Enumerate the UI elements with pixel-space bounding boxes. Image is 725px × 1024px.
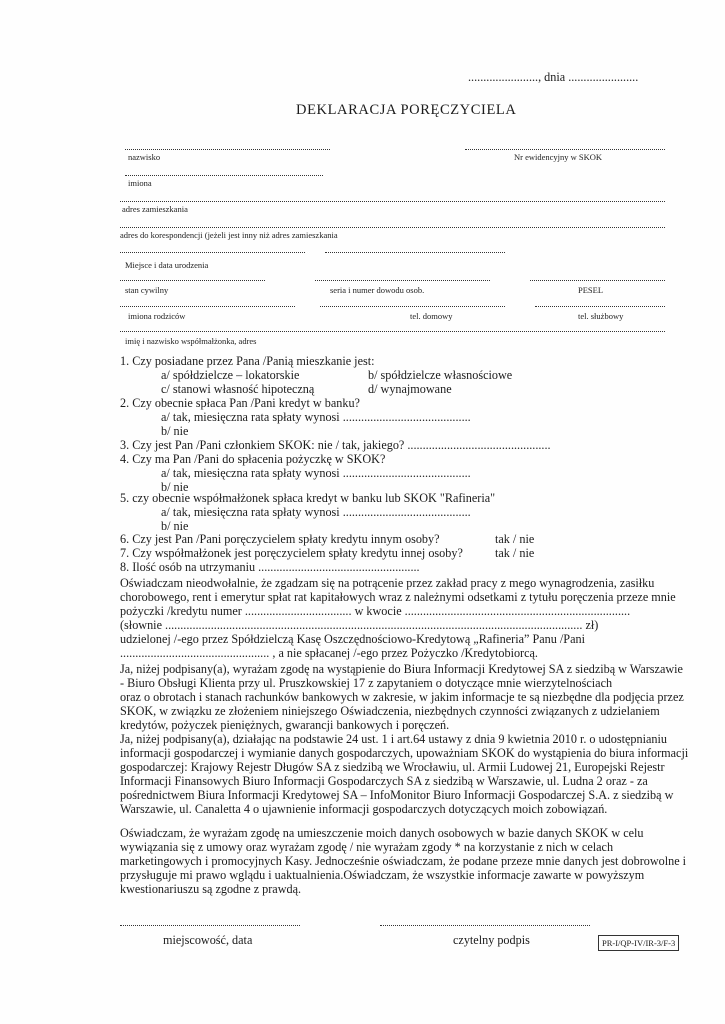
declaration-3-line-2: informacji gospodarczej i wymianie danych gospodarczych, upoważniam SKOK do wystąpienia do biura informacji (120, 746, 689, 760)
question-2-option-b[interactable]: b/ nie (161, 424, 189, 438)
declaration-3-line-1: Ja, niżej podpisany(a), działając na podstawie 24 ust. 1 i art.64 ustawy z dnia 9 kwietnia 2010 r. o udostępnianiu (120, 732, 667, 746)
declaration-3-line-3: gospodarczej: Krajowy Rejestr Długów SA z siedzibą we Wrocławiu, ul. Armii Ludowej 21, Europejski Rejestr (120, 760, 665, 774)
surname-line[interactable] (125, 149, 330, 150)
birth-place-line[interactable] (120, 252, 305, 253)
question-7: 7. Czy współmałżonek jest poręczycielem spłaty kredytu innej osoby? (120, 546, 463, 560)
declaration-2-line-5: kredytów, pożyczek pieniężnych, gwarancji bankowych i poręczeń. (120, 718, 450, 732)
declaration-1-line-6: ................................................. , a nie spłacanej /-ego przez Pożyczko /Kredytobiorcą. (120, 646, 538, 660)
first-names-label: imiona (128, 178, 152, 188)
question-5: 5. czy obecnie współmałżonek spłaca kredyt w banku lub SKOK "Rafineria" (120, 491, 496, 505)
parents-names-label: imiona rodziców (128, 311, 186, 321)
question-5-option-a[interactable]: a/ tak, miesięczna rata spłaty wynosi .......................................... (161, 505, 471, 519)
question-1-option-c[interactable]: c/ stanowi własność hipoteczną (161, 382, 315, 396)
declaration-4-line-3: marketingowych i promocyjnych Kasy. Jednocześnie oświadczam, że podane przeze mnie danych jest dobrowolne i (120, 854, 687, 868)
question-4-option-a[interactable]: a/ tak, miesięczna rata spłaty wynosi .......................................... (161, 466, 471, 480)
first-names-line[interactable] (125, 175, 323, 176)
question-7-answer[interactable]: tak / nie (495, 546, 535, 560)
mailing-address-label: adres do korespondencji (jeżeli jest inny niż adres zamieszkania (120, 230, 338, 240)
question-1-option-b[interactable]: b/ spółdzielcze własnościowe (368, 368, 513, 382)
declaration-1-line-1: Oświadczam nieodwołalnie, że zgadzam się na potrącenie przez zakład pracy z mego wynagrodzenia, zasiłku (120, 576, 655, 590)
declaration-1-line-3: pożyczki /kredytu numer ................................... w kwocie .......................................................................... (120, 604, 631, 618)
form-code: PR-I/QP-IV/IR-3/F-3 (598, 935, 679, 951)
birth-place-date-label: Miejsce i data urodzenia (125, 260, 209, 270)
mailing-address-line[interactable] (120, 227, 665, 228)
signature-label: czytelny podpis (453, 933, 530, 947)
surname-label: nazwisko (128, 152, 161, 162)
declaration-4-line-4: przysługuje mi prawo wglądu i uaktualnienia.Oświadczam, że wszystkie informacje zawarte w powyższym (120, 868, 645, 882)
declaration-3-line-5: pośrednictwem Biura Informacji Kredytowej SA – InfoMonitor Biuro Informacji Gospodarczej S.A. z siedzibą w (120, 788, 674, 802)
declaration-4-line-2: wywiązania się z umowy oraz wyrażam zgodę / nie wyrażam zgody * na korzystanie z nich w celach (120, 840, 614, 854)
question-8: 8. Ilość osób na utrzymaniu ..................................................... (120, 560, 420, 574)
place-date-line[interactable] (120, 925, 300, 926)
pesel-line[interactable] (530, 280, 665, 281)
declaration-1-line-2: chorobowego, rent i emerytur spłat rat kapitałowych wraz z należnymi odsetkami z tytułu poręczenia przeze mnie (120, 590, 676, 604)
question-6-answer[interactable]: tak / nie (495, 532, 535, 546)
question-4-option-b[interactable]: b/ nie (161, 480, 189, 494)
question-6: 6. Czy jest Pan /Pani poręczycielem spłaty kredytu innym osoby? (120, 532, 440, 546)
work-phone-label: tel. służbowy (578, 311, 624, 321)
home-phone-label: tel. domowy (410, 311, 453, 321)
marital-status-line[interactable] (120, 280, 265, 281)
question-2: 2. Czy obecnie spłaca Pan /Pani kredyt w banku? (120, 396, 360, 410)
declaration-2-line-3: oraz o obrotach i stanach rachunków bankowych w zakresie, w jakim informacje te są niezbędne dla podjęcia przez (120, 690, 684, 704)
declaration-4-line-1: Oświadczam, że wyrażam zgodę na umieszczenie moich danych osobowych w bazie danych SKOK w celu (120, 826, 644, 840)
birth-date-line[interactable] (325, 252, 505, 253)
date-line: ......................., dnia ....................... (468, 70, 639, 84)
question-1-option-a[interactable]: a/ spółdzielcze – lokatorskie (161, 368, 300, 382)
question-1: 1. Czy posiadane przez Pana /Panią mieszkanie jest: (120, 354, 375, 368)
declaration-4-line-5: kwestionariuszu są zgodne z prawdą. (120, 882, 302, 896)
declaration-2-line-2: - Biuro Obsługi Klienta przy ul. Pruszkowskiej 17 z zapytaniem o dotyczące mnie wierzytelnościach (120, 676, 613, 690)
member-number-label: Nr ewidencyjny w SKOK (514, 152, 603, 162)
document-title: DEKLARACJA PORĘCZYCIELA (296, 102, 517, 118)
pesel-label: PESEL (578, 285, 604, 295)
declaration-3-line-6: Warszawie, ul. Canaletta 4 o ujawnienie informacji gospodarczych dotyczących moich zobowiązań. (120, 802, 608, 816)
work-phone-line[interactable] (535, 306, 665, 307)
question-4: 4. Czy ma Pan /Pani do spłacenia pożyczkę w SKOK? (120, 452, 386, 466)
marital-status-label: stan cywilny (125, 285, 169, 295)
declaration-2-line-1: Ja, niżej podpisany(a), wyrażam zgodę na wystąpienie do Biura Informacji Kredytowej SA z siedzibą w Warszawie (120, 662, 683, 676)
declaration-3-line-4: Informacji Finansowych Biuro Informacji Gospodarczych SA z siedzibą w Warszawie, ul. Ludna 2 oraz - za (120, 774, 648, 788)
parents-names-line[interactable] (120, 306, 295, 307)
question-5-option-b[interactable]: b/ nie (161, 519, 189, 533)
address-line[interactable] (120, 201, 665, 202)
home-phone-line[interactable] (320, 306, 505, 307)
question-3: 3. Czy jest Pan /Pani członkiem SKOK: nie / tak, jakiego? ............................................... (120, 438, 551, 452)
address-label: adres zamieszkania (122, 204, 188, 214)
member-number-line[interactable] (465, 149, 665, 150)
question-1-option-d[interactable]: d/ wynajmowane (368, 382, 452, 396)
question-2-option-a[interactable]: a/ tak, miesięczna rata spłaty wynosi .......................................... (161, 410, 471, 424)
declaration-1-line-5: udzielonej /-ego przez Spółdzielczą Kasę Oszczędnościowo-Kredytową „Rafineria” Panu /Pani (120, 632, 585, 646)
place-date-label: miejscowość, data (163, 933, 253, 947)
spouse-label: imię i nazwisko współmałżonka, adres (125, 336, 257, 346)
id-number-label: seria i numer dowodu osob. (330, 285, 425, 295)
declaration-2-line-4: SKOK, w związku ze złożeniem niniejszego Oświadczenia, niezbędnych czynności związanych z udzielaniem (120, 704, 660, 718)
signature-line[interactable] (380, 925, 590, 926)
declaration-1-line-4: (słownie ......................................................................................................................................... zł) (120, 618, 599, 632)
spouse-line[interactable] (120, 331, 665, 332)
id-number-line[interactable] (315, 280, 490, 281)
